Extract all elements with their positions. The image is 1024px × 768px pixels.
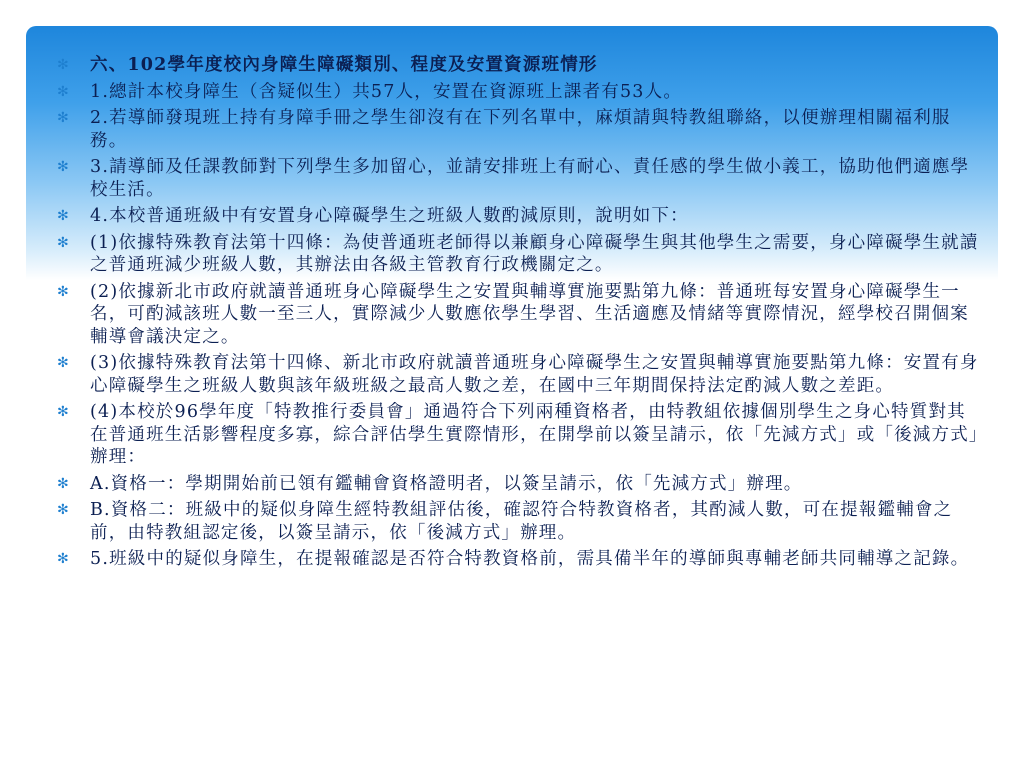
list-item — [54, 205, 984, 228]
list-item — [54, 232, 984, 277]
bullet-icon: ✻ — [57, 234, 70, 251]
item-text: A.資格一：學期開始前已領有鑑輔會資格證明者，以簽呈請示，依「先減方式」辦理。 — [90, 473, 803, 494]
list-item — [54, 281, 984, 349]
list-item — [54, 81, 984, 104]
bullet-icon: ✻ — [57, 208, 70, 224]
item-text: (2)依據新北市政府就讀普通班身心障礙學生之安置與輔導實施要點第九條：普通班每安置身心障礙學生一名，可酌減該班人數一至三人，實際減少人數應依學生學習、生活適應及情緒等實際情況，經學校召開個案輔導會議決定之。 — [90, 281, 969, 347]
item-text: 2.若導師發現班上持有身障手冊之學生卻沒有在下列名單中，麻煩請與特教組聯絡，以便辦理相關福利服務。 — [90, 108, 951, 151]
item-text: 4.本校普通班級中有安置身心障礙學生之班級人數酌減原則，說明如下： — [90, 206, 689, 226]
item-text: 5.班級中的疑似身障生，在提報確認是否符合特教資格前，需具備半年的導師與專輔老師共同輔導之記錄。 — [90, 549, 970, 569]
item-text: (3)依據特殊教育法第十四條、新北市政府就讀普通班身心障礙學生之安置與輔導實施要點第九條：安置有身心障礙學生之班級人數與該年級班級之最高人數之差，在國中三年期間保持法定酌減人數之差距。 — [90, 353, 979, 396]
item-text: 3.請導師及任課教師對下列學生多加留心，並請安排班上有耐心、責任感的學生做小義工，協助他們適應學校生活。 — [90, 157, 970, 200]
bullet-icon: ✻ — [57, 159, 70, 175]
list-item — [54, 107, 984, 152]
item-text: (1)依據特殊教育法第十四條：為使普通班老師得以兼顧身心障礙學生與其他學生之需要，身心障礙學生就讀之普通班減少班級人數，其辦法由各級主管教育行政機關定之。 — [90, 232, 979, 275]
bullet-icon: ✻ — [57, 502, 70, 518]
list-item — [54, 352, 984, 397]
list-item — [54, 401, 984, 469]
bullet-icon: ✻ — [57, 110, 70, 126]
bullet-icon: ✻ — [57, 551, 70, 567]
list-item — [54, 156, 984, 201]
bullet-icon: ✻ — [57, 83, 70, 100]
bullet-icon: ✻ — [57, 355, 70, 371]
list-item-title — [54, 54, 984, 77]
bullet-icon: ✻ — [57, 57, 70, 73]
item-text: B.資格二：班級中的疑似身障生經特教組評估後，確認符合特教資格者，其酌減人數，可在提報鑑輔會之前，由特教組認定後，以簽呈請示，依「後減方式」辦理。 — [90, 500, 953, 543]
bullet-list — [54, 54, 984, 575]
item-text: (4)本校於96學年度「特教推行委員會」通過符合下列兩種資格者，由特教組依據個別學生之身心特質對其在普通班生活影響程度多寡，綜合評估學生實際情形，在開學前以簽呈請示，依「先減方式」或「後減方式」辦理： — [90, 402, 979, 467]
bullet-icon: ✻ — [57, 283, 70, 300]
bullet-icon: ✻ — [57, 475, 70, 492]
list-item — [54, 473, 984, 496]
item-text: 1.總計本校身障生（含疑似生）共57人，安置在資源班上課者有53人。 — [90, 81, 683, 102]
item-text: 六、102學年度校內身障生障礙類別、程度及安置資源班情形 — [90, 55, 598, 75]
list-item — [54, 548, 984, 571]
list-item — [54, 499, 984, 544]
bullet-icon: ✻ — [57, 404, 70, 420]
